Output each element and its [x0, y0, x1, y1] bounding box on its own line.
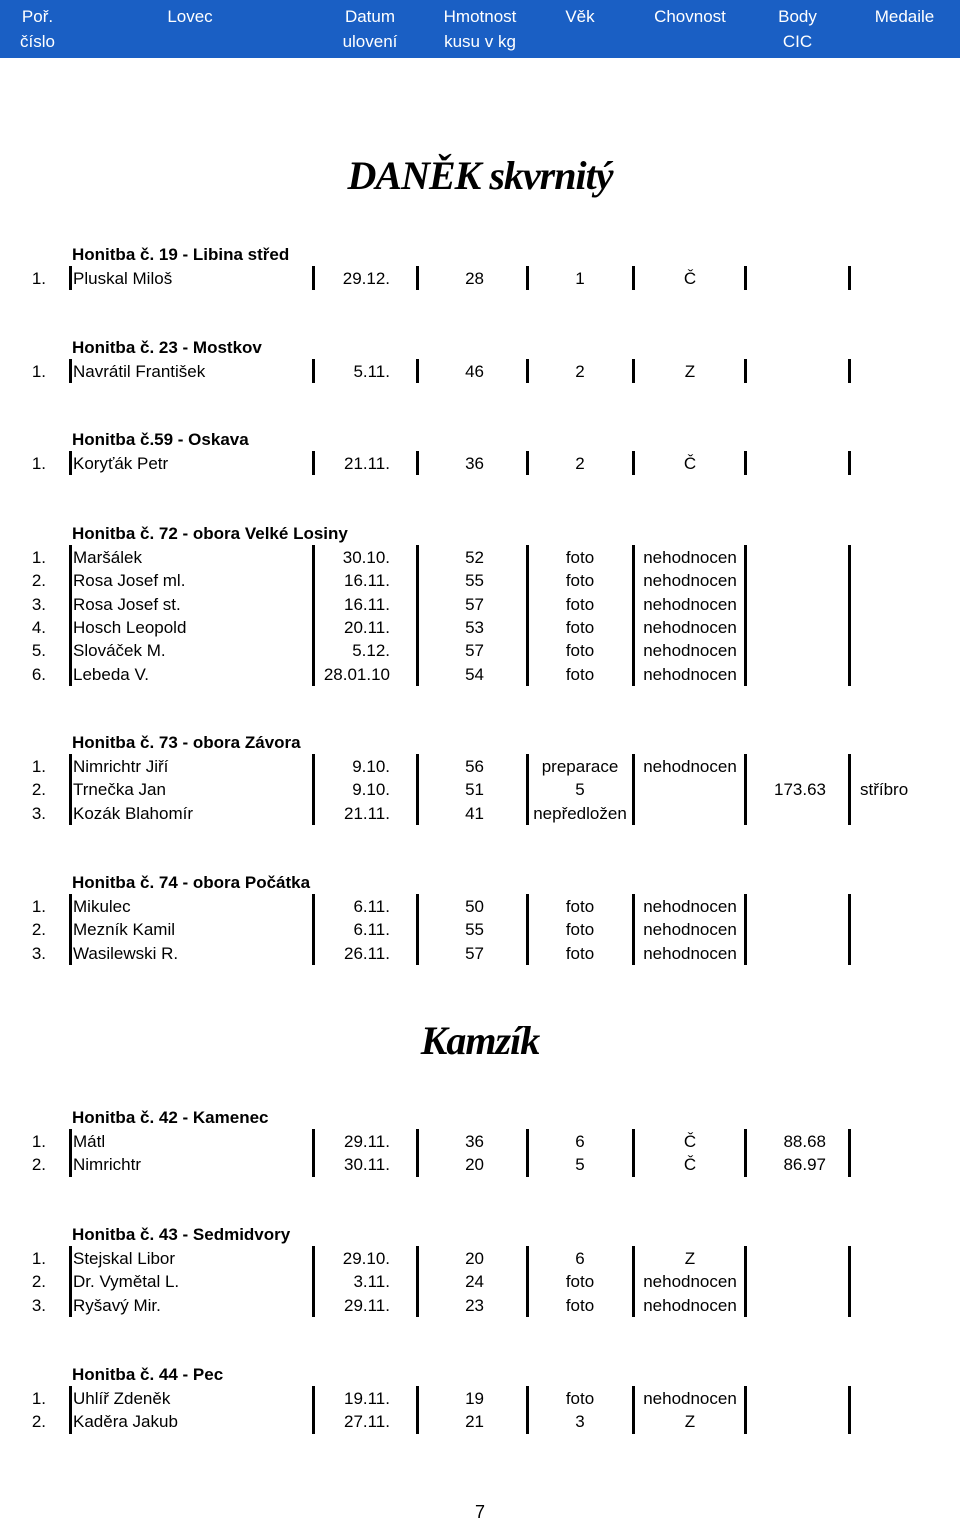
breeding-value-cell: Z	[684, 362, 696, 381]
row-number-cell: 3.	[31, 943, 46, 963]
weight-kg-cell: 36	[465, 1132, 484, 1151]
column-divider	[848, 1129, 851, 1177]
group-title: Honitba č. 72 - obora Velké Losiny	[72, 524, 348, 543]
breeding-value-cell: Č	[683, 1132, 697, 1151]
group-title: Honitba č. 19 - Libina střed	[72, 245, 290, 264]
column-divider	[312, 754, 315, 825]
breeding-value-cell: nehodnocen	[643, 571, 737, 591]
age-cell: 6	[575, 1249, 585, 1268]
column-divider	[848, 359, 851, 383]
breeding-value-cell: Z	[684, 1412, 696, 1432]
table-row	[0, 895, 960, 919]
header-column	[0, 4, 75, 54]
age-cell: foto	[565, 897, 595, 916]
hunter-name-cell: Maršálek	[73, 548, 142, 567]
row-number-cell: 2.	[31, 1412, 46, 1432]
column-divider	[69, 1386, 72, 1434]
catch-date-cell: 5.12.	[352, 641, 390, 661]
hunter-name-cell: Ryšavý Mir.	[73, 1295, 161, 1315]
hunter-name-cell: Lebeda V.	[73, 664, 149, 684]
weight-kg-cell: 50	[465, 897, 484, 916]
header-label: Medaile	[874, 7, 935, 26]
table-header	[0, 0, 960, 58]
column-divider	[848, 451, 851, 475]
weight-kg-cell: 51	[465, 780, 484, 800]
weight-kg-cell: 46	[465, 362, 484, 381]
row-number-cell: 3.	[31, 1295, 46, 1315]
breeding-value-cell: Č	[683, 1155, 697, 1175]
age-cell: foto	[565, 548, 595, 567]
column-divider	[312, 1246, 315, 1317]
column-divider	[632, 1246, 635, 1317]
table-row	[0, 360, 960, 384]
table-row	[0, 569, 960, 593]
column-divider	[848, 894, 851, 965]
group-title: Honitba č. 42 - Kamenec	[72, 1108, 269, 1127]
header-label	[630, 29, 750, 54]
age-cell: foto	[565, 1272, 595, 1292]
column-divider	[744, 1246, 747, 1317]
header-label: Poř.	[21, 7, 54, 26]
weight-kg-cell: 57	[465, 943, 484, 963]
catch-date-cell: 29.10.	[342, 1249, 390, 1268]
header-label: Věk	[565, 7, 595, 26]
header-column	[630, 4, 750, 54]
breeding-value-cell: nehodnocen	[643, 548, 737, 567]
column-divider	[526, 266, 529, 290]
table-row	[0, 778, 960, 802]
row-number-cell: 1.	[31, 757, 46, 776]
header-label	[120, 29, 260, 54]
table-row	[0, 546, 960, 570]
age-cell: 5	[575, 1155, 585, 1175]
header-label	[540, 29, 620, 54]
breeding-value-cell: nehodnocen	[643, 617, 737, 637]
row-number-cell: 2.	[31, 920, 46, 940]
table-row	[0, 616, 960, 640]
hunter-name-cell: Dr. Vymětal L.	[73, 1272, 180, 1292]
catch-date-cell: 20.11.	[343, 617, 390, 637]
weight-kg-cell: 57	[465, 641, 484, 661]
catch-date-cell: 26.11.	[343, 943, 390, 963]
hunter-name-cell: Pluskal Miloš	[73, 269, 173, 288]
hunter-name-cell: Stejskal Libor	[73, 1249, 176, 1268]
age-cell: foto	[565, 664, 595, 684]
row-number-cell: 2.	[31, 1155, 46, 1175]
table-row	[0, 1270, 960, 1294]
weight-kg-cell: 56	[465, 757, 484, 776]
table-row	[0, 1130, 960, 1154]
hunter-name-cell: Kozák Blahomír	[73, 803, 193, 823]
column-divider	[312, 1386, 315, 1434]
weight-kg-cell: 20	[465, 1249, 484, 1268]
table-row	[0, 1153, 960, 1177]
group-title: Honitba č. 74 - obora Počátka	[72, 873, 311, 892]
breeding-value-cell: nehodnocen	[643, 594, 737, 614]
catch-date-cell: 28.01.10	[323, 664, 390, 684]
header-label: číslo	[20, 32, 55, 51]
header-column	[745, 4, 850, 54]
breeding-value-cell: nehodnocen	[643, 1272, 737, 1292]
weight-kg-cell: 52	[465, 548, 484, 567]
group-title: Honitba č. 43 - Sedmidvory	[72, 1225, 291, 1244]
age-cell: foto	[565, 1295, 595, 1315]
row-number-cell: 6.	[31, 664, 46, 684]
table-row	[0, 942, 960, 966]
catch-date-cell: 30.11.	[343, 1155, 390, 1175]
column-divider	[312, 451, 315, 475]
catch-date-cell: 9.10.	[352, 780, 390, 800]
weight-kg-cell: 54	[465, 664, 484, 684]
age-cell: foto	[565, 943, 595, 963]
column-divider	[744, 1386, 747, 1434]
hunter-name-cell: Kaděra Jakub	[73, 1412, 178, 1432]
column-divider	[744, 754, 747, 825]
column-divider	[526, 1246, 529, 1317]
header-label: Chovnost	[654, 7, 726, 26]
age-cell: 3	[575, 1412, 585, 1432]
breeding-value-cell: nehodnocen	[643, 641, 737, 661]
column-divider	[312, 359, 315, 383]
hunter-name-cell: Rosa Josef st.	[73, 594, 181, 614]
header-label: CIC	[782, 32, 813, 51]
age-cell: 6	[575, 1132, 585, 1151]
row-number-cell: 1.	[31, 548, 46, 567]
row-number-cell: 1.	[31, 897, 46, 916]
table-row	[0, 1247, 960, 1271]
column-divider	[632, 545, 635, 686]
weight-kg-cell: 57	[465, 594, 484, 614]
catch-date-cell: 6.11.	[353, 897, 390, 916]
column-divider	[632, 1129, 635, 1177]
age-cell: foto	[565, 920, 595, 940]
catch-date-cell: 5.11.	[353, 362, 390, 381]
section-title: Kamzík	[420, 1018, 540, 1063]
catch-date-cell: 27.11.	[343, 1412, 390, 1432]
header-label	[852, 29, 957, 54]
cic-points-cell: 88.68	[783, 1132, 826, 1151]
cic-points-cell: 173.63	[774, 780, 826, 800]
breeding-value-cell: Č	[683, 454, 697, 473]
age-cell: 1	[575, 269, 585, 288]
column-divider	[526, 754, 529, 825]
row-number-cell: 5.	[31, 641, 46, 661]
medal-cell: stříbro	[860, 780, 909, 800]
table-row	[0, 755, 960, 779]
hunter-name-cell: Mátl	[73, 1132, 106, 1151]
row-number-cell: 4.	[31, 617, 46, 637]
column-divider	[312, 266, 315, 290]
row-number-cell: 1.	[31, 1249, 46, 1268]
row-number-cell: 1.	[31, 362, 46, 381]
column-divider	[526, 894, 529, 965]
breeding-value-cell: nehodnocen	[643, 1295, 737, 1315]
column-divider	[632, 266, 635, 290]
catch-date-cell: 21.11.	[343, 454, 390, 473]
column-divider	[416, 894, 419, 965]
breeding-value-cell: Z	[684, 1249, 696, 1268]
column-divider	[69, 894, 72, 965]
header-label: Hmotnost	[443, 7, 517, 26]
column-divider	[526, 1129, 529, 1177]
hunter-name-cell: Koryťák Petr	[73, 454, 169, 473]
group-title: Honitba č. 73 - obora Závora	[72, 733, 301, 752]
row-number-cell: 3.	[31, 594, 46, 614]
header-column	[540, 4, 620, 54]
column-divider	[526, 545, 529, 686]
breeding-value-cell: Č	[683, 269, 697, 288]
section-title: DANĚK skvrnitý	[347, 153, 613, 198]
age-cell: 5	[575, 780, 585, 800]
header-label: Datum	[344, 7, 396, 26]
weight-kg-cell: 20	[465, 1155, 484, 1175]
hunter-name-cell: Mezník Kamil	[73, 920, 176, 940]
weight-kg-cell: 19	[465, 1389, 484, 1408]
breeding-value-cell: nehodnocen	[643, 1389, 737, 1408]
table-row	[0, 1294, 960, 1318]
breeding-value-cell: nehodnocen	[643, 664, 737, 684]
header-label: kusu v kg	[444, 32, 516, 51]
age-cell: 2	[575, 362, 585, 381]
column-divider	[744, 359, 747, 383]
header-label: Lovec	[167, 7, 213, 26]
catch-date-cell: 19.11.	[343, 1389, 390, 1408]
age-cell: preparace	[541, 757, 619, 776]
column-divider	[848, 1246, 851, 1317]
age-cell: nepředložen	[533, 803, 627, 823]
weight-kg-cell: 23	[465, 1295, 484, 1315]
header-column	[852, 4, 957, 54]
column-divider	[526, 451, 529, 475]
column-divider	[312, 1129, 315, 1177]
column-divider	[69, 451, 72, 475]
catch-date-cell: 29.11.	[343, 1295, 390, 1315]
row-number-cell: 2.	[31, 780, 46, 800]
row-number-cell: 2.	[31, 571, 46, 591]
hunter-name-cell: Mikulec	[73, 897, 131, 916]
cic-points-cell: 86.97	[783, 1155, 826, 1175]
hunter-name-cell: Navrátil František	[73, 362, 206, 381]
column-divider	[848, 266, 851, 290]
table-row	[0, 639, 960, 663]
header-column	[120, 4, 260, 54]
column-divider	[69, 754, 72, 825]
catch-date-cell: 21.11.	[343, 803, 390, 823]
weight-kg-cell: 55	[465, 571, 484, 591]
table-row	[0, 1410, 960, 1434]
column-divider	[744, 894, 747, 965]
column-divider	[69, 1129, 72, 1177]
column-divider	[416, 266, 419, 290]
catch-date-cell: 29.11.	[343, 1132, 390, 1151]
column-divider	[744, 266, 747, 290]
column-divider	[69, 545, 72, 686]
catch-date-cell: 6.11.	[353, 920, 390, 940]
group-title: Honitba č. 44 - Pec	[72, 1365, 224, 1384]
weight-kg-cell: 28	[465, 269, 484, 288]
weight-kg-cell: 41	[465, 803, 484, 823]
column-divider	[416, 451, 419, 475]
column-divider	[744, 1129, 747, 1177]
weight-kg-cell: 24	[465, 1272, 484, 1292]
breeding-value-cell: nehodnocen	[643, 943, 737, 963]
row-number-cell: 1.	[31, 1132, 46, 1151]
column-divider	[312, 894, 315, 965]
weight-kg-cell: 53	[465, 617, 484, 637]
age-cell: 2	[575, 454, 585, 473]
column-divider	[312, 545, 315, 686]
table-row	[0, 452, 960, 476]
breeding-value-cell: nehodnocen	[643, 920, 737, 940]
table-row	[0, 918, 960, 942]
catch-date-cell: 29.12.	[342, 269, 390, 288]
column-divider	[69, 359, 72, 383]
catch-date-cell: 3.11.	[353, 1272, 390, 1292]
header-column	[420, 4, 540, 54]
table-row	[0, 593, 960, 617]
row-number-cell: 1.	[31, 269, 46, 288]
header-column	[325, 4, 415, 54]
group-title: Honitba č.59 - Oskava	[72, 430, 249, 449]
column-divider	[526, 359, 529, 383]
column-divider	[69, 1246, 72, 1317]
header-label: Body	[778, 7, 817, 26]
column-divider	[416, 545, 419, 686]
column-divider	[632, 359, 635, 383]
breeding-value-cell: nehodnocen	[643, 897, 737, 916]
column-divider	[416, 1386, 419, 1434]
hunter-name-cell: Wasilewski R.	[73, 943, 179, 963]
catch-date-cell: 16.11.	[343, 571, 390, 591]
hunter-name-cell: Hosch Leopold	[73, 617, 187, 637]
hunter-name-cell: Uhlíř Zdeněk	[73, 1389, 171, 1408]
catch-date-cell: 16.11.	[343, 594, 390, 614]
weight-kg-cell: 55	[465, 920, 484, 940]
weight-kg-cell: 36	[465, 454, 484, 473]
row-number-cell: 3.	[31, 803, 46, 823]
age-cell: foto	[565, 594, 595, 614]
row-number-cell: 1.	[31, 1389, 46, 1408]
catch-date-cell: 30.10.	[342, 548, 390, 567]
catch-date-cell: 9.10.	[352, 757, 390, 776]
table-row	[0, 1387, 960, 1411]
column-divider	[416, 1129, 419, 1177]
hunter-name-cell: Nimrichtr Jiří	[73, 757, 169, 776]
row-number-cell: 2.	[31, 1272, 46, 1292]
age-cell: foto	[565, 641, 595, 661]
hunter-name-cell: Slováček M.	[73, 641, 166, 661]
column-divider	[744, 545, 747, 686]
weight-kg-cell: 21	[465, 1412, 484, 1432]
age-cell: foto	[565, 617, 595, 637]
column-divider	[416, 754, 419, 825]
table-row	[0, 267, 960, 291]
column-divider	[744, 451, 747, 475]
header-label: ulovení	[342, 32, 398, 51]
column-divider	[416, 1246, 419, 1317]
age-cell: foto	[565, 571, 595, 591]
column-divider	[416, 359, 419, 383]
column-divider	[848, 1386, 851, 1434]
breeding-value-cell: nehodnocen	[643, 757, 737, 776]
group-title: Honitba č. 23 - Mostkov	[72, 338, 262, 357]
column-divider	[632, 754, 635, 825]
age-cell: foto	[565, 1389, 595, 1408]
table-row	[0, 663, 960, 687]
column-divider	[848, 754, 851, 825]
column-divider	[632, 451, 635, 475]
table-row	[0, 802, 960, 826]
column-divider	[632, 894, 635, 965]
column-divider	[632, 1386, 635, 1434]
hunter-name-cell: Trnečka Jan	[73, 780, 166, 800]
column-divider	[848, 545, 851, 686]
hunter-name-cell: Rosa Josef ml.	[73, 571, 186, 591]
page-number: 7	[474, 1502, 485, 1522]
hunter-name-cell: Nimrichtr	[73, 1155, 141, 1175]
column-divider	[526, 1386, 529, 1434]
row-number-cell: 1.	[31, 454, 46, 473]
column-divider	[69, 266, 72, 290]
